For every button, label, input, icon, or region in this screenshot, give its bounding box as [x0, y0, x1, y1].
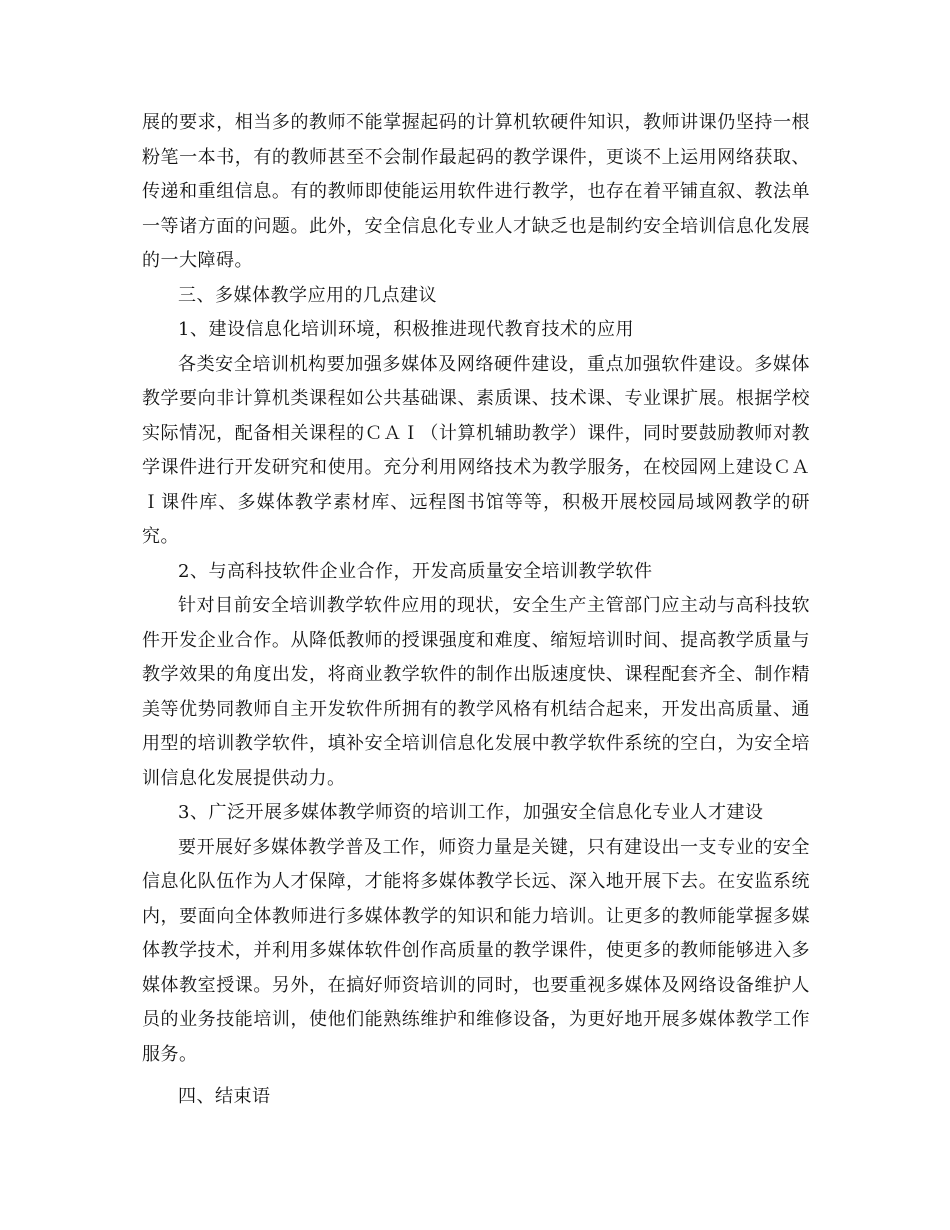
subsection-heading-3: 3、广泛开展多媒体教学师资的培训工作，加强安全信息化专业人才建设	[178, 802, 764, 823]
paragraph-infrastructure: 各类安全培训机构要加强多媒体及网络硬件建设，重点加强软件建设。多媒体教学要向非计算机类课程如公共基础课、素质课、技术课、专业课扩展。根据学校实际情况，配备相关课程的ＣＡＩ（计算机辅助教学）课件，同时要鼓励教师对教学课件进行开发研究和使用。充分利用网络技术为教学服务，在校园网上建设ＣＡＩ课件库、多媒体教学素材库、远程图书馆等等，积极开展校园局域网教学的研究。	[142, 353, 810, 547]
paragraph-teacher-training: 要开展好多媒体教学普及工作，师资力量是关键，只有建设出一支专业的安全信息化队伍作为人才保障，才能将多媒体教学长远、深入地开展下去。在安监系统内，要面向全体教师进行多媒体教学的知识和能力培训。让更多的教师能掌握多媒体教学技术，并利用多媒体软件创作高质量的教学课件，使更多的教师能够进入多媒体教室授课。另外，在搞好师资培训的同时，也要重视多媒体及网络设备维护人员的业务技能培训，使他们能熟练维护和维修设备，为更好地开展多媒体教学工作服务。	[142, 836, 810, 1065]
section-heading-4: 四、结束语	[178, 1086, 271, 1107]
subsection-heading-1: 1、建设信息化培训环境，积极推进现代教育技术的应用	[178, 319, 634, 340]
paragraph-continued: 展的要求，相当多的教师不能掌握起码的计算机软硬件知识，教师讲课仍坚持一根粉笔一本书，有的教师甚至不会制作最起码的教学课件，更谈不上运用网络获取、传递和重组信息。有的教师即使能运用软件进行教学，也存在着平铺直叙、教法单一等诸方面的问题。此外，安全信息化专业人才缺乏也是制约安全培训信息化发展的一大障碍。	[142, 112, 810, 271]
section-heading-3: 三、多媒体教学应用的几点建议	[178, 284, 437, 306]
subsection-heading-2: 2、与高科技软件企业合作，开发高质量安全培训教学软件	[178, 560, 653, 582]
paragraph-software-cooperation: 针对目前安全培训教学软件应用的现状，安全生产主管部门应主动与高科技软件开发企业合作。从降低教师的授课强度和难度、缩短培训时间、提高教学质量与教学效果的角度出发，将商业教学软件的制作出版速度快、课程配套齐全、制作精美等优势同教师自主开发软件所拥有的教学风格有机结合起来，开发出高质量、通用型的培训教学软件，填补安全培训信息化发展中教学软件系统的空白，为安全培训信息化发展提供动力。	[142, 595, 810, 789]
document-body	[142, 106, 810, 1115]
